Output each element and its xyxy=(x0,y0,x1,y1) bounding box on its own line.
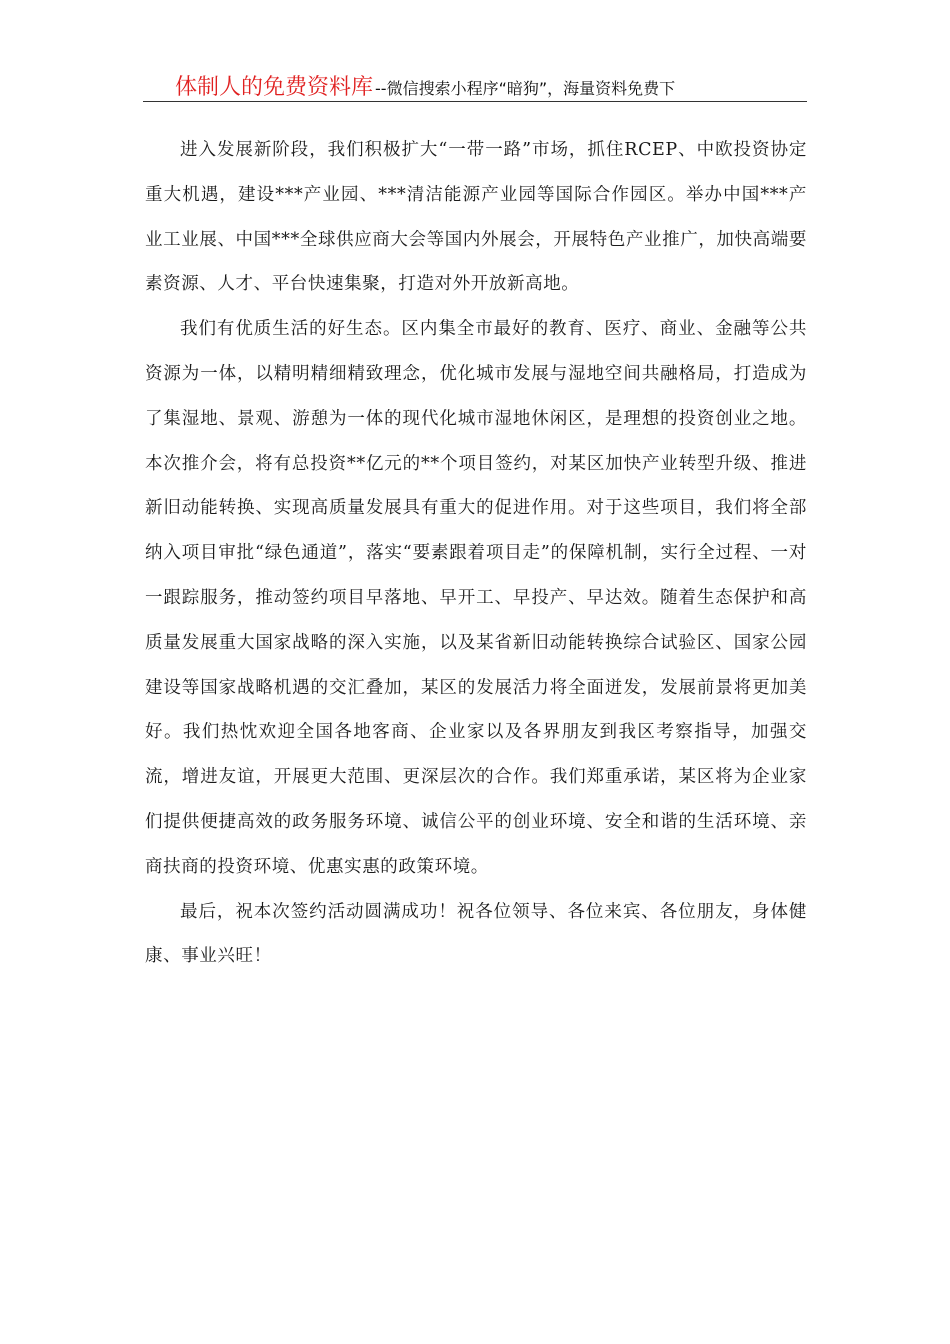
paragraph-ecology: 我们有优质生活的好生态。区内集全市最好的教育、医疗、商业、金融等公共资源为一体，以精明精细精致理念，优化城市发展与湿地空间共融格局，打造成为了集湿地、景观、游憩为一体的现代化城市湿地休闲区，是理想的投资创业之地。本次推介会，将有总投资**亿元的**个项目签约，对某区加快产业转型升级、推进新旧动能转换、实现高质量发展具有重大的促进作用。对于这些项目，我们将全部纳入项目审批“绿色通道”，落实“要素跟着项目走”的保障机制，实行全过程、一对一跟踪服务，推动签约项目早落地、早开工、早投产、早达效。随着生态保护和高质量发展重大国家战略的深入实施，以及某省新旧动能转换综合试验区、国家公园建设等国家战略机遇的交汇叠加，某区的发展活力将全面迸发，发展前景将更加美好。我们热忱欢迎全国各地客商、企业家以及各界朋友到我区考察指导，加强交流，增进友谊，开展更大范围、更深层次的合作。我们郑重承诺，某区将为企业家们提供便捷高效的政务服务环境、诚信公平的创业环境、安全和谐的生活环境、亲商扶商的投资环境、优惠实惠的政策环境。 xyxy=(145,319,807,877)
paragraph-opening-up: 进入发展新阶段，我们积极扩大“一带一路”市场，抓住RCEP、中欧投资协定重大机遇，建设***产业园、***清洁能源产业园等国际合作园区。举办中国***产业工业展、中国***全球供应商大会等国内外展会，开展特色产业推广，加快高端要素资源、人才、平台快速集聚，打造对外开放新高地。 xyxy=(145,140,807,295)
document-body xyxy=(145,128,807,979)
page-header xyxy=(143,70,807,100)
header-divider xyxy=(143,101,807,102)
header-subtitle: --微信搜索小程序“暗狗”，海量资料免费下 xyxy=(375,79,676,98)
paragraph-closing: 最后，祝本次签约活动圆满成功！祝各位领导、各位来宾、各位朋友，身体健康、事业兴旺！ xyxy=(145,901,807,967)
header-brand-title: 体制人的免费资料库 xyxy=(175,75,374,100)
